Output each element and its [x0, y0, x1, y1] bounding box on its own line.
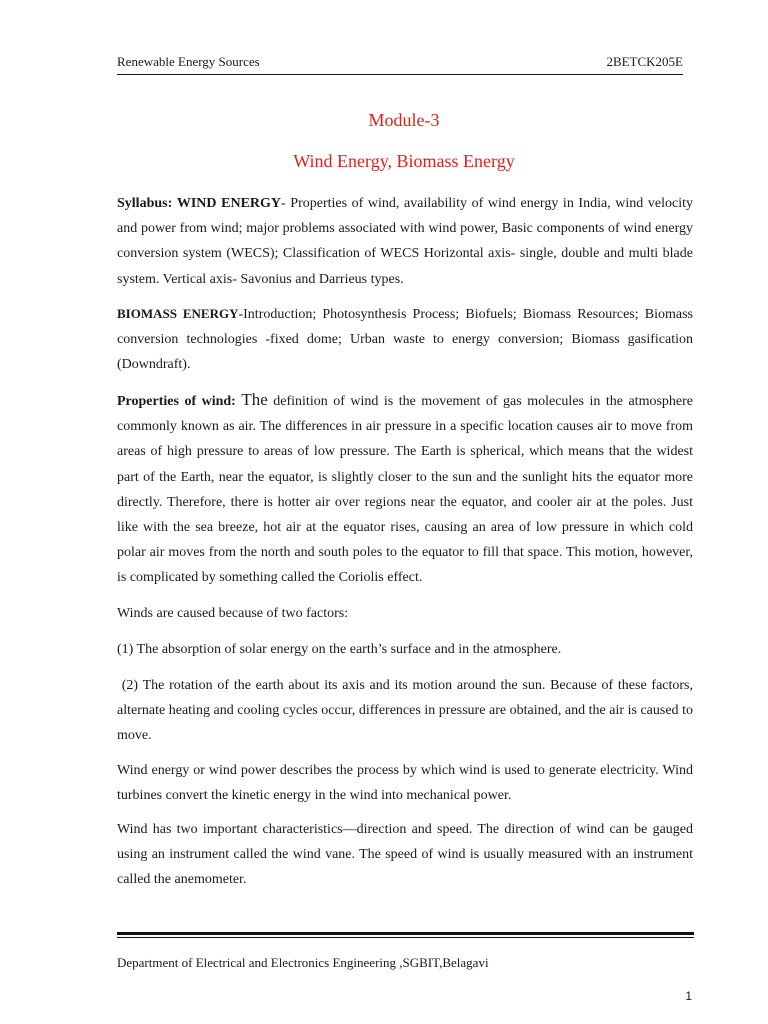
biomass-text: -Introduction; Photosynthesis Process; Biofuels; Biomass Resources; Biomass conversion technologies -fixed dome; Urban waste to energy conversion; Biomass gasification (Downdraft). — [117, 307, 694, 373]
properties-paragraph — [117, 387, 693, 591]
page-number: 1 — [685, 989, 692, 1003]
wind-energy-text: Wind energy or wind power describes the process by which wind is used to generate electricity. Wind turbines convert the kinetic energy in the wind into mechanical power. — [117, 763, 693, 804]
characteristics-paragraph — [117, 817, 693, 893]
header-subject: Renewable Energy Sources — [117, 54, 260, 69]
winds-intro-text: Winds are caused because of two factors: — [117, 606, 349, 621]
syllabus-topic: WIND ENERGY — [176, 196, 282, 211]
footer-rule-thin — [117, 937, 694, 938]
properties-lead-word: The — [241, 390, 268, 409]
characteristics-text: Wind has two important characteristics—direction and speed. The direction of wind can be gauged using an instrument called the wind vane. The speed of wind is usually measured with an instrument called the anemometer. — [117, 822, 693, 888]
biomass-paragraph — [117, 301, 693, 378]
winds-factor-2-text: (2) The rotation of the earth about its axis and its motion around the sun. Because of these factors, alternate heating and cooling cycles occur, differences in pressure are obtained, and the air is caused to move. — [117, 678, 697, 744]
wind-energy-paragraph — [117, 758, 693, 808]
module-title: Module-3 — [368, 110, 440, 130]
syllabus-paragraph — [117, 191, 693, 292]
winds-factor-1-text: (1) The absorption of solar energy on the earth’s surface and in the atmosphere. — [117, 642, 562, 657]
winds-factor-1-paragraph — [117, 637, 693, 662]
footer-department: Department of Electrical and Electronics Engineering ,SGBIT,Belagavi — [117, 955, 489, 970]
syllabus-text: - Properties of wind, availability of wind energy in India, wind velocity and power from wind; major problems associated with wind power, Basic components of wind energy conversion system (WECS); Classification of WECS Horizontal axis- single, double and multi blade system. Vertical axis- Savonius and Darrieus types. — [117, 196, 693, 287]
footer-rule — [117, 932, 694, 935]
properties-label: Properties of wind: — [117, 394, 236, 409]
page-header — [117, 54, 683, 75]
winds-factor-2-paragraph — [117, 673, 697, 749]
syllabus-label: Syllabus: — [117, 196, 173, 211]
properties-text: definition of wind is the movement of gas molecules in the atmosphere commonly known as air. The differences in air pressure in a specific location causes air to move from areas of high pressure to areas of low pressure. The Earth is spherical, which means that the widest part of the Earth, near the equator, is slightly closer to the sun and the sunlight hits the equator more directly. Therefore, there is hotter air over regions near the equator, and cooler air at the poles. Just like with the sea breeze, hot air at the equator rises, causing an area of low pressure in which cold polar air moves from the north and south poles to the equator to fill that space. This motion, however, is complicated by something called the Coriolis effect. — [117, 394, 693, 586]
module-subtitle: Wind Energy, Biomass Energy — [293, 151, 515, 171]
winds-intro-paragraph — [117, 601, 693, 626]
header-course-code: 2BETCK205E — [606, 54, 683, 69]
biomass-label: BIOMASS ENERGY — [117, 306, 239, 321]
